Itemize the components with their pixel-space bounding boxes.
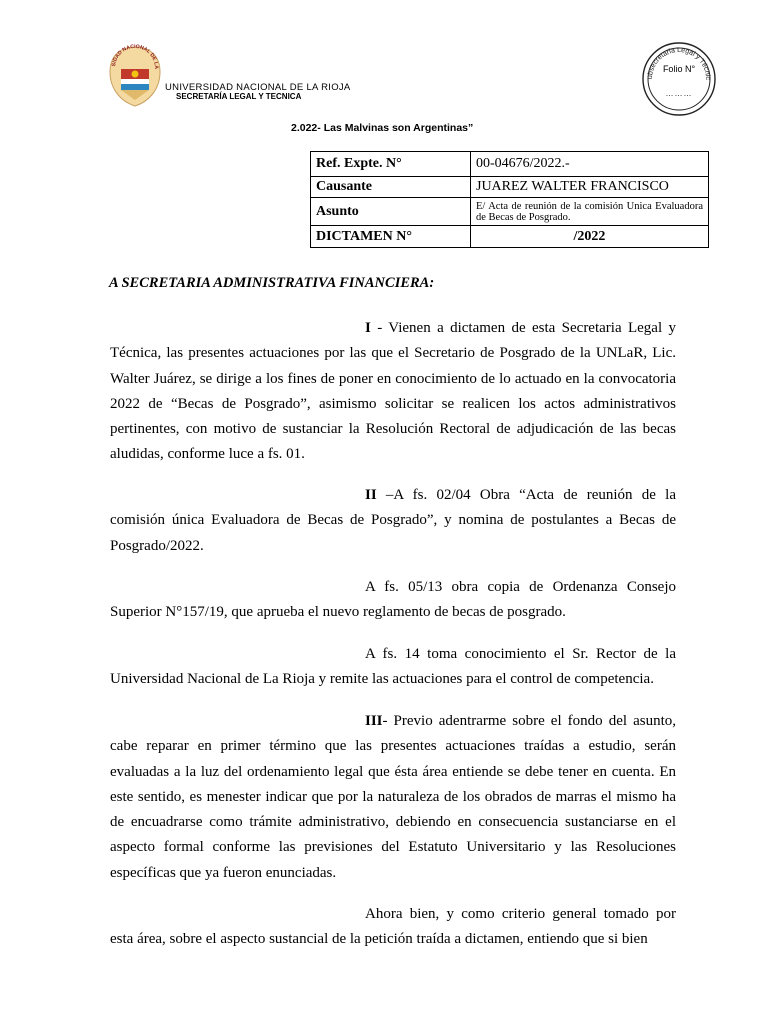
table-row bbox=[311, 177, 709, 198]
university-name: UNIVERSIDAD NACIONAL DE LA RIOJA bbox=[165, 82, 351, 93]
folio-stamp bbox=[641, 41, 717, 117]
paragraph-3-text: A fs. 05/13 obra copia de Ordenanza Consejo Superior N°157/19, que aprueba el nuevo reglamento de becas de posgrado. bbox=[110, 579, 676, 621]
paragraph-3 bbox=[110, 575, 676, 626]
logo-ring-text: SIDAD NACIONAL DE LA bbox=[111, 44, 160, 69]
table-row bbox=[311, 198, 709, 226]
asunto-label: Asunto bbox=[311, 198, 471, 226]
stamp-folio-blank: ……… bbox=[665, 89, 693, 98]
paragraph-4-text: A fs. 14 toma conocimiento el Sr. Rector de la Universidad Nacional de La Rioja y remite las actuaciones para el control de competencia. bbox=[110, 646, 676, 688]
dictamen-value: /2022 bbox=[471, 226, 709, 248]
table-row bbox=[311, 152, 709, 177]
paragraph-1 bbox=[110, 316, 676, 468]
secretaria-name: SECRETARÍA LEGAL Y TECNICA bbox=[176, 92, 302, 101]
causante-label: Causante bbox=[311, 177, 471, 198]
stamp-folio-label: Folio N° bbox=[662, 64, 696, 74]
causante-value: JUAREZ WALTER FRANCISCO bbox=[471, 177, 709, 198]
ref-expte-label: Ref. Expte. N° bbox=[311, 152, 471, 177]
paragraph-4 bbox=[110, 642, 676, 693]
paragraph-5-numeral: III bbox=[365, 713, 383, 729]
paragraph-5-text: - Previo adentrarme sobre el fondo del asunto, cabe reparar en primer término que las presentes actuaciones traídas a estudio, serán evaluadas a la luz del ordenamiento legal que ésta área entiende se debe tener en cuenta. En este sentido, es menester indicar que por la naturaleza de los obrados de marras el mismo ha de encuadrarse como trámite administrativo, debiendo en consecuencia sustanciarse en el aspecto formal conforme las previsiones del Estatuto Universitario y las Resoluciones específicas que ya fueron enunciadas. bbox=[110, 713, 676, 881]
paragraph-6 bbox=[110, 902, 676, 953]
paragraph-6-text: Ahora bien, y como criterio general tomado por esta área, sobre el aspecto sustancial de la petición traída a dictamen, entiendo que si bien bbox=[110, 906, 676, 948]
svg-text:Subsecretaria Legal y Técnica bbox=[641, 41, 711, 81]
paragraph-2 bbox=[110, 483, 676, 559]
addressee-heading: A SECRETARIA ADMINISTRATIVA FINANCIERA: bbox=[109, 275, 435, 291]
dictamen-label: DICTAMEN N° bbox=[311, 226, 471, 248]
paragraph-1-text: - Vienen a dictamen de esta Secretaria Legal y Técnica, las presentes actuaciones por las que el Secretario de Posgrado de la UNLaR, Lic. Walter Juárez, se dirige a los fines de poner en conocimiento de lo actuado en la convocatoria 2022 de “Becas de Posgrado”, asimismo solicitar se realicen los actos administrativos pertinentes, con motivo de sustanciar la Resolución Rectoral de adjudicación de las becas aludidas, conforme luce a fs. 01. bbox=[110, 320, 676, 463]
paragraph-2-text: –A fs. 02/04 Obra “Acta de reunión de la comisión única Evaluadora de Becas de Posgrado”, y nomina de postulantes a Becas de Posgrado/2022. bbox=[110, 487, 676, 554]
year-motto: 2.022- Las Malvinas son Argentinas” bbox=[291, 122, 474, 134]
paragraph-2-numeral: II bbox=[365, 487, 377, 503]
paragraph-5 bbox=[110, 709, 676, 886]
asunto-value: E/ Acta de reunión de la comisión Unica Evaluadora de Becas de Posgrado. bbox=[471, 198, 709, 226]
table-row bbox=[311, 226, 709, 248]
paragraph-1-numeral: I bbox=[365, 320, 371, 336]
reference-table bbox=[310, 151, 709, 248]
stamp-ring-text: ubsecretaria Legal y Técnic bbox=[646, 46, 712, 81]
university-logo bbox=[106, 44, 164, 108]
ref-expte-value: 00-04676/2022.- bbox=[471, 152, 709, 177]
